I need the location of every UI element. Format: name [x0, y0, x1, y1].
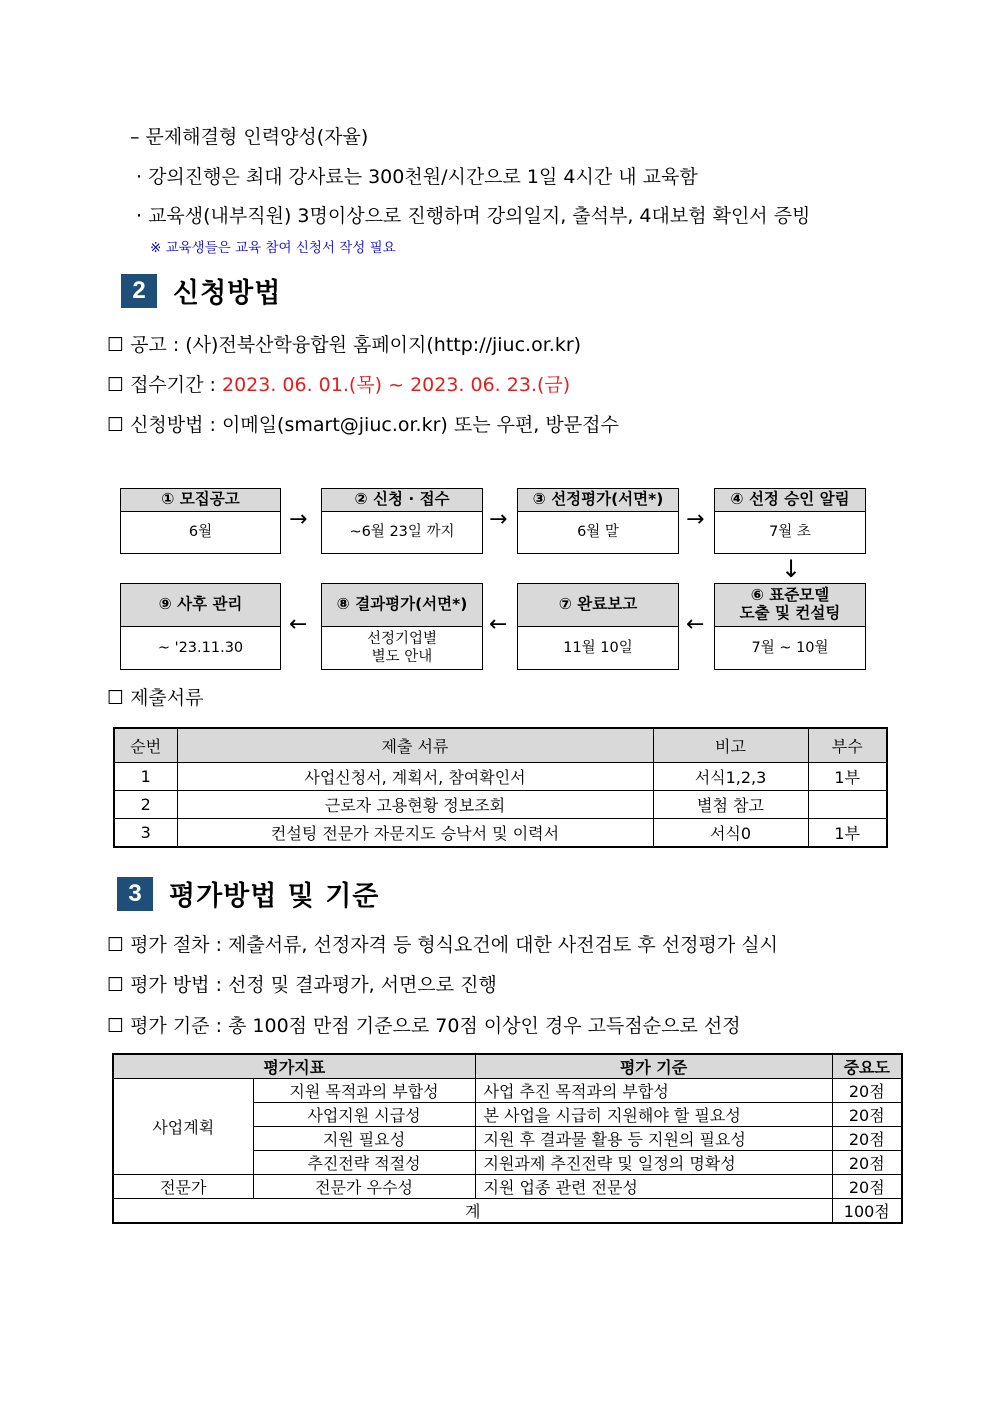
- column-header: 부수: [808, 728, 887, 763]
- section-number-badge: 2: [121, 274, 157, 308]
- group-cell: 전문가: [113, 1175, 253, 1199]
- total-row: [113, 1199, 902, 1224]
- column-header: 평가지표: [113, 1054, 475, 1079]
- documents-table: [113, 727, 888, 848]
- table-cell: 지원 필요성: [253, 1127, 475, 1151]
- flow-step-body: 11월 10일: [563, 639, 633, 656]
- flow-step-head: ④ 선정 승인 알림: [715, 489, 865, 512]
- table-cell: 별첨 참고: [653, 791, 808, 819]
- flow-step-4: [714, 488, 866, 554]
- flow-step-2: [321, 488, 483, 554]
- intro-line-3: · 교육생(내부직원) 3명이상으로 진행하며 강의일지, 출석부, 4대보험 확인서 증빙: [136, 205, 811, 227]
- table-cell: 전문가 우수성: [253, 1175, 475, 1199]
- flow-step-body: 6월 말: [577, 524, 619, 541]
- column-header: 중요도: [832, 1054, 902, 1079]
- section-2-heading: [121, 271, 281, 310]
- period-dates: 2023. 06. 01.(목) ~ 2023. 06. 23.(금): [221, 374, 571, 396]
- table-row: [114, 791, 887, 819]
- eval-method-item: ☐ 평가 방법 : 선정 및 결과평가, 서면으로 진행: [107, 974, 497, 996]
- table-cell: 지원과제 추진전략 및 일정의 명확성: [475, 1151, 832, 1175]
- flow-step-head: ⑦ 완료보고: [518, 584, 678, 627]
- table-header-row: [113, 1054, 902, 1079]
- table-cell: 서식0: [653, 819, 808, 848]
- item-prefix: ☐ 접수기간 :: [107, 374, 222, 396]
- table-row: [114, 819, 887, 848]
- left-arrow-icon: ←: [686, 612, 705, 637]
- column-header: 평가 기준: [475, 1054, 832, 1079]
- table-cell: 20점: [832, 1103, 902, 1127]
- table-cell: 추진전략 적절성: [253, 1151, 475, 1175]
- item-prefix: ☐ 신청방법 :: [107, 414, 222, 436]
- table-row: [113, 1175, 902, 1199]
- intro-line-1: – 문제해결형 인력양성(자율): [130, 126, 369, 148]
- flow-step-head: ① 모집공고: [121, 489, 280, 512]
- right-arrow-icon: →: [489, 507, 508, 532]
- table-cell: 사업 추진 목적과의 부합성: [475, 1079, 832, 1103]
- table-cell: [808, 791, 887, 819]
- flow-step-body: 7월 ~ 10월: [751, 639, 829, 656]
- flow-step-7: [517, 583, 679, 670]
- intro-note: ※ 교육생들은 교육 참여 신청서 작성 필요: [150, 240, 396, 256]
- section-title: 평가방법 및 기준: [169, 881, 380, 912]
- table-cell: 컨설팅 전문가 자문지도 승낙서 및 이력서: [177, 819, 653, 848]
- section-number-badge: 3: [117, 877, 153, 911]
- table-row: [113, 1079, 902, 1103]
- flow-step-body: 선정기업별 별도 안내: [366, 630, 438, 665]
- down-arrow-icon: ↓: [781, 555, 802, 583]
- group-cell: 사업계획: [113, 1079, 253, 1175]
- evaluation-table: [112, 1053, 903, 1224]
- table-cell: 근로자 고용현황 정보조회: [177, 791, 653, 819]
- section-title: 신청방법: [173, 278, 282, 309]
- table-cell: 지원 업종 관련 전문성: [475, 1175, 832, 1199]
- table-cell: 20점: [832, 1175, 902, 1199]
- flow-step-head: ⑥ 표준모델 도출 및 컨설팅: [715, 584, 865, 627]
- table-cell: 1: [114, 763, 177, 791]
- flow-step-head: ⑧ 결과평가(서면*): [322, 584, 482, 627]
- column-header: 비고: [653, 728, 808, 763]
- eval-procedure-item: ☐ 평가 절차 : 제출서류, 선정자격 등 형식요건에 대한 사전검토 후 선정평가 실시: [107, 934, 778, 956]
- table-cell: 20점: [832, 1151, 902, 1175]
- item-text: 이메일(smart@jiuc.or.kr) 또는 우편, 방문접수: [221, 414, 619, 436]
- table-cell: 3: [114, 819, 177, 848]
- total-label: 계: [113, 1199, 832, 1224]
- table-cell: 지원 후 결과물 활용 등 지원의 필요성: [475, 1127, 832, 1151]
- intro-line-2: · 강의진행은 최대 강사료는 300천원/시간으로 1일 4시간 내 교육함: [136, 166, 698, 188]
- flow-step-6: [714, 583, 866, 670]
- table-cell: 20점: [832, 1127, 902, 1151]
- table-row: [114, 763, 887, 791]
- flow-step-head: ⑨ 사후 관리: [121, 584, 280, 627]
- left-arrow-icon: ←: [489, 612, 508, 637]
- right-arrow-icon: →: [686, 507, 705, 532]
- table-cell: 1부: [808, 819, 887, 848]
- flow-step-body: ~6월 23일 까지: [349, 524, 455, 541]
- table-cell: 서식1,2,3: [653, 763, 808, 791]
- notice-item: [107, 330, 581, 357]
- table-cell: 지원 목적과의 부합성: [253, 1079, 475, 1103]
- table-cell: 20점: [832, 1079, 902, 1103]
- table-header-row: [114, 728, 887, 763]
- column-header: 제출 서류: [177, 728, 653, 763]
- eval-criteria-item: ☐ 평가 기준 : 총 100점 만점 기준으로 70점 이상인 경우 고득점순으로 선정: [107, 1015, 741, 1037]
- flow-step-1: [120, 488, 281, 554]
- table-cell: 사업신청서, 계획서, 참여확인서: [177, 763, 653, 791]
- period-item: [107, 370, 570, 397]
- total-value: 100점: [832, 1199, 902, 1224]
- table-cell: 2: [114, 791, 177, 819]
- left-arrow-icon: ←: [289, 612, 308, 637]
- column-header: 순번: [114, 728, 177, 763]
- flow-step-head: ② 신청 · 접수: [322, 489, 482, 512]
- right-arrow-icon: →: [289, 507, 308, 532]
- flow-step-8: [321, 583, 483, 670]
- table-cell: 사업지원 시급성: [253, 1103, 475, 1127]
- method-item: [107, 410, 619, 437]
- flow-step-body: ~ '23.11.30: [157, 639, 244, 656]
- flow-step-body: 7월 초: [769, 524, 811, 541]
- flow-step-9: [120, 583, 281, 670]
- flow-step-body: 6월: [188, 524, 213, 541]
- section-3-heading: [117, 874, 379, 913]
- table-cell: 1부: [808, 763, 887, 791]
- flow-step-head: ③ 선정평가(서면*): [518, 489, 678, 512]
- table-cell: 본 사업을 시급히 지원해야 할 필요성: [475, 1103, 832, 1127]
- item-prefix: ☐ 공고 :: [107, 334, 186, 356]
- item-text: (사)전북산학융합원 홈페이지(http://jiuc.or.kr): [185, 334, 582, 356]
- docs-title: ☐ 제출서류: [107, 687, 204, 709]
- flow-step-3: [517, 488, 679, 554]
